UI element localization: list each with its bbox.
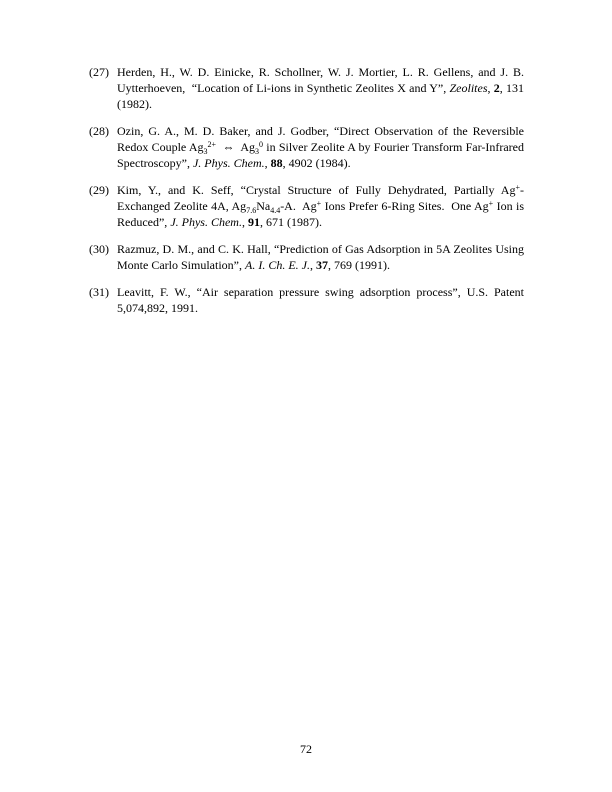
reference-item	[89, 123, 524, 171]
reference-text: Herden, H., W. D. Einicke, R. Schollner, W. J. Mortier, L. R. Gellens, and J. B. Uytterhoeven, “Location of Li-ions in Synthetic Zeolites X and Y”, Zeolites, 2, 131 (1982).	[117, 65, 524, 111]
reference-text: Leavitt, F. W., “Air separation pressure swing adsorption process”, U.S. Patent 5,074,892, 1991.	[117, 285, 524, 315]
reference-text: Razmuz, D. M., and C. K. Hall, “Prediction of Gas Adsorption in 5A Zeolites Using Monte Carlo Simulation”, A. I. Ch. E. J., 37, 769 (1991).	[117, 242, 524, 272]
reference-item	[89, 182, 524, 230]
reference-item	[89, 241, 524, 273]
reference-item	[89, 284, 524, 316]
reference-label: (30)	[89, 242, 109, 256]
page-number: 72	[300, 742, 312, 756]
reference-text: Ozin, G. A., M. D. Baker, and J. Godber, “Direct Observation of the Reversible Redox Couple $Ag_3^{2+}$ ⇔ $Ag_3^0$ in Silver Zeolite A by Fourier Transform Far-Infrared Spectroscopy”, J. Phys. Chem., 88, 4902 (1984).	[117, 124, 524, 170]
reference-label: (29)	[89, 183, 109, 197]
reference-label: (28)	[89, 124, 109, 138]
references-list	[89, 64, 524, 327]
reference-item	[89, 64, 524, 112]
reference-text: Kim, Y., and K. Seff, “Crystal Structure of Fully Dehydrated, Partially Ag+-Exchanged Zeolite 4A, $Ag_{7.6}Na_{4.4}-A$. Ag+ Ions Prefer 6-Ring Sites. One Ag+ Ion is Reduced”, J. Phys. Chem., 91, 671 (1987).	[117, 182, 524, 229]
reference-label: (31)	[89, 285, 109, 299]
reference-label: (27)	[89, 65, 109, 79]
